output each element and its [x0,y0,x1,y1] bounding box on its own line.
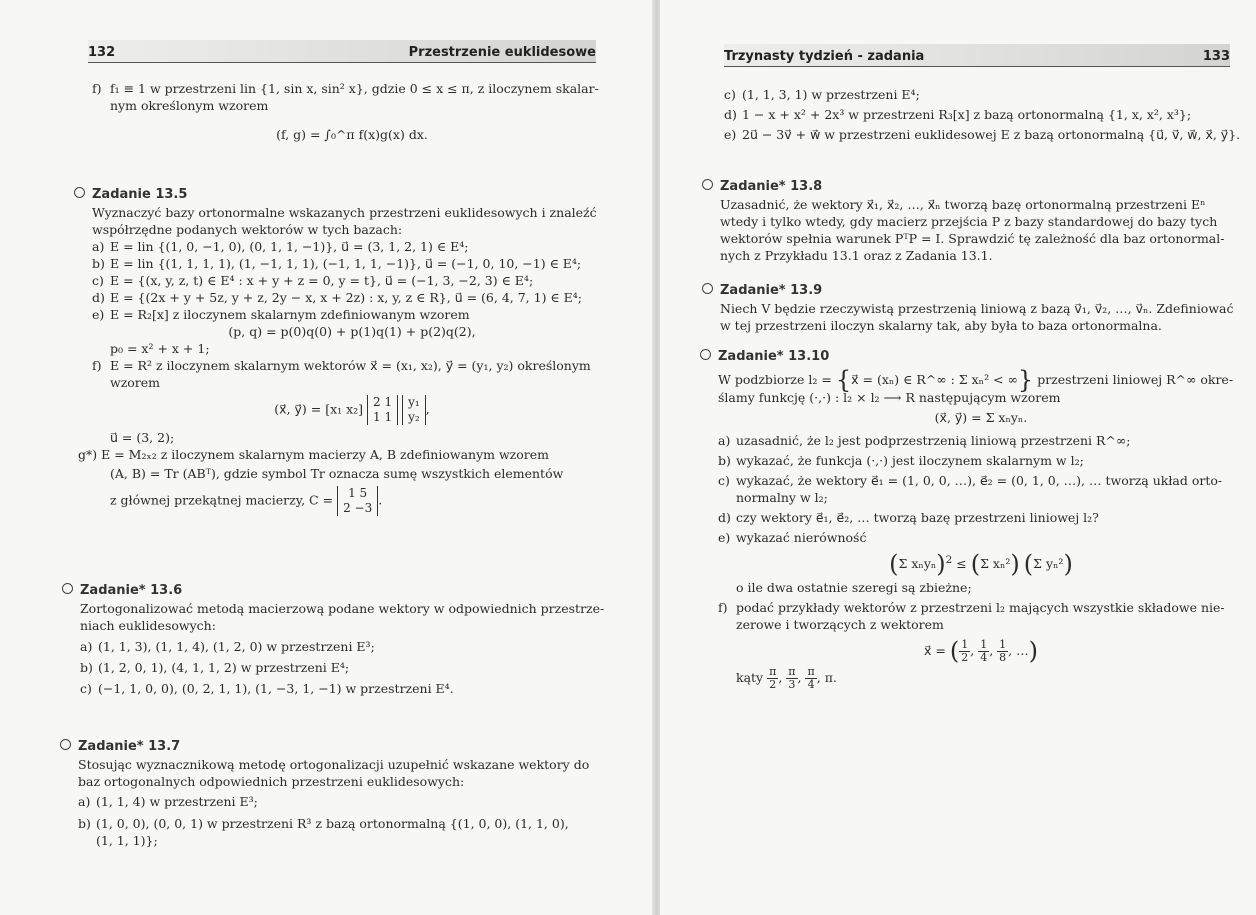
bullet-circle-icon [60,739,71,750]
fraction: $\frac{\pi}{3}$ [788,665,796,692]
right-page [660,0,1256,915]
bullet-circle-icon [702,179,713,190]
running-title: Przestrzenie euklidesowe [408,45,596,60]
inequality-formula: (Σ xₙyₙ)$^2$ ≤ (Σ xₙ²) (Σ yₙ²) [889,550,1073,579]
vector: y₁ y₂ [402,395,426,425]
page-number: 133 [1202,49,1230,64]
zadanie-13-8: Zadanie* 13.8 Uzasadnić, że wektory x⃗₁, x⃗₂, …, x⃗ₙ tworzą bazę ortonormalną przestrzeni Eⁿ wtedy i tylko wtedy, gdy macierz przejścia P z bazy standardowej do bazy tych wektorów spełnia warunek PᵀP = I. Sprawdzić tę zależność dla baz ortonormal- nych z Przykładu 13.1 oraz z Zadania 13.1. [720,178,1240,264]
fraction: $\frac{\pi}{4}$ [807,665,815,692]
bullet-circle-icon [74,187,85,198]
left-page-header [88,40,596,63]
running-title: Trzynasty tydzień - zadania [724,49,925,64]
fraction: $\frac{1}{2}$ [961,638,969,665]
fraction: $\frac{1}{8}$ [999,638,1007,665]
matrix-formula: (x⃗, y⃗) = [x₁ x₂] 2 1 1 1 y₁ y₂, [274,395,430,424]
zadanie-13-7: Zadanie* 13.7 Stosując wyznacznikową metodę ortogonalizacji uzupełnić wskazane wektory do baz ortogonalnych odpowiednich przestrzeni euklidesowych: a) (1, 1, 4) w przestrzeni E³; b) (1, 0, 0), (0, 0, 1) w przestrzeni R³ z bazą ortonormalną {(1, 0, 0), (1, 1, 0), (1, 1, 1)}; [78,738,608,849]
right-page-header [724,44,1230,67]
zadanie-13-6: Zadanie* 13.6 Zortogonalizować metodą macierzową podane wektory w odpowiednich przestrze- niach euklidesowych: a) (1, 1, 3), (1, 1, 4), (1, 2, 0) w przestrzeni E³; b) (1, 2, 0, 1), (4, 1, 1, 2) w przestrzeni E⁴; c) (−1, 1, 0, 0), (0, 2, 1, 1), (1, −3, 1, −1) w przestrzeni E⁴. [80,582,610,697]
zadanie-13-10: Zadanie* 13.10 W podzbiorze l₂ = {x⃗ = (xₙ) ∈ R^∞ : Σ xₙ² < ∞} przestrzeni liniowej R^∞ okre- ślamy funkcję (·,·) : l₂ × l₂ ⟶ R następującym wzorem (x⃗, y⃗) = Σ xₙyₙ. a) uzasadnić, że l₂ jest podprzestrzenią liniową przestrzeni R^∞; b) wykazać, że funkcja (·,·) jest iloczynem skalarnym w l₂; c) wykazać, że wektory e⃗₁ = (1, 0, 0, …), e⃗₂ = (0, 1, 0, …), … tworzą układ orto- normalny w l₂; d) czy wektory e⃗₁, e⃗₂, … tworzą bazę przestrzeni liniowej l₂? e) wykazać nierówność (Σ xₙyₙ)$^2$ ≤ (Σ xₙ²) (Σ yₙ²) o ile dwa ostatnie szeregi są zbieżne; f) podać przykłady wektorów z przestrzeni l₂ mających wszystkie składowe nie- zerowe i tworzących z wektorem x⃗ = ( $\frac{1}{2}$ , $\frac{1}{4}$ , $\frac{1}{8}$ , …) kąty $\frac{\pi}{2}$ , $\frac{\pi}{3}$ , $\frac{\pi}{4}$ , π. [718,348,1244,691]
integral-formula: (f, g) = ∫₀^π f(x)g(x) dx. [276,127,428,142]
exercise-f-intro: f) f₁ ≡ 1 w przestrzeni lin {1, sin x, sin² x}, gdzie 0 ≤ x ≤ π, z iloczynem skalar- nym określonym wzorem (f, g) = ∫₀^π f(x)g(x) dx. [92,80,612,143]
zadanie-13-9: Zadanie* 13.9 Niech V będzie rzeczywistą przestrzenią liniową z bazą v⃗₁, v⃗₂, …, v⃗ₙ. Zdefiniować w tej przestrzeni iloczyn skalarny tak, aby była to baza ortonormalna. [720,282,1240,334]
bullet-circle-icon [62,583,73,594]
fraction: $\frac{\pi}{2}$ [769,665,777,692]
angles-line: kąty $\frac{\pi}{2}$ , $\frac{\pi}{3}$ , $\frac{\pi}{4}$ , π. [736,665,837,692]
vector-x-formula: x⃗ = ( $\frac{1}{2}$ , $\frac{1}{4}$ , $\frac{1}{8}$ , …) [924,637,1038,666]
page-number: 132 [88,45,116,60]
matrix-c: 1 5 2 −3 [337,486,378,516]
matrix: 2 1 1 1 [367,395,398,425]
zadanie-13-5: Zadanie 13.5 Wyznaczyć bazy ortonormalne wskazanych przestrzeni euklidesowych i znaleźć współrzędne podanych wektorów w tych bazach: a) E = lin {(1, 0, −1, 0), (0, 1, 1, −1)}, u⃗ = (3, 1, 2, 1) ∈ E⁴; b) E = lin {(1, 1, 1, 1), (1, −1, 1, 1), (−1, 1, 1, −1)}, u⃗ = (−1, 0, 10, −1) ∈ E⁴; c) E = {(x, y, z, t) ∈ E⁴ : x + y + z = 0, y = t}, u⃗ = (−1, 3, −2, 3) ∈ E⁴; d) E = {(2x + y + 5z, y + z, 2y − x, x + 2z) : x, y, z ∈ R}, u⃗ = (6, 4, 7, 1) ∈ E⁴; e) E = R₂[x] z iloczynem skalarnym zdefiniowanym wzorem (p, q) = p(0)q(0) + p(1)q(1) + p(2)q(2), p₀ = x² + x + 1; f) E = R² z iloczynem skalarnym wektorów x⃗ = (x₁, x₂), y⃗ = (y₁, y₂) określonym wzorem (x⃗, y⃗) = [x₁ x₂] 2 1 1 1 y₁ y₂, u⃗ = (3, 2); g*) E = M₂ₓ₂ z iloczynem skalarnym macierzy A, B zdefiniowanym wzorem (A, B) = Tr (ABᵀ), gdzie symbol Tr oznacza sumę wszystkich elementów z głównej przekątnej macierzy, C = 1 5 2 −3. [92,186,612,516]
bullet-circle-icon [702,283,713,294]
scalar-product-formula: (x⃗, y⃗) = Σ xₙyₙ. [934,410,1028,425]
continued-exercises: c) (1, 1, 3, 1) w przestrzeni E⁴; d) 1 − x + x² + 2x³ w przestrzeni R₃[x] z bazą ortonormalną {1, x, x², x³}; e) 2u⃗ − 3v⃗ + w⃗ w przestrzeni euklidesowej E z bazą ortonormalną {u⃗, v⃗, w⃗, x⃗, y⃗}. [724,87,1241,142]
bullet-circle-icon [700,349,711,360]
fraction: $\frac{1}{4}$ [980,638,988,665]
